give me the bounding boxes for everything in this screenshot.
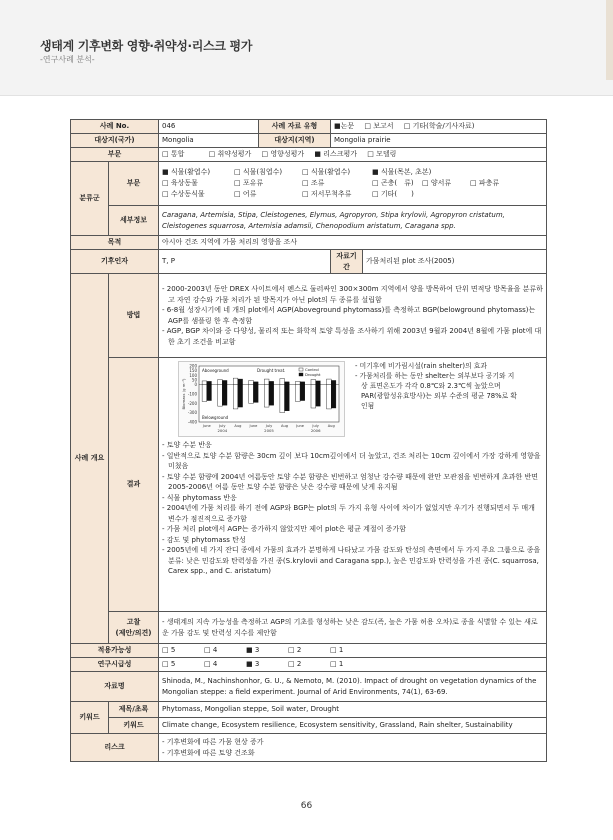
result-label: 결과: [109, 358, 159, 612]
period-value: 가뭄처리된 plot 조사(2005): [363, 250, 547, 274]
y-tick-label: 200: [189, 363, 198, 369]
case-type-label: 사례 자료 유형: [259, 120, 331, 134]
method-item: - 6-8월 성장시기에 네 개의 plot에서 AGP(Aboveground phytomass)를 측정하고 BGP(belowground phytomass)는 AGP를 샘플링 한 후 측정함: [162, 306, 536, 325]
part-option: □ 모델링: [367, 150, 397, 159]
legend-swatch: [299, 373, 303, 376]
bar-below-control: [202, 385, 207, 402]
result-item: - 토양 수분 반응: [162, 441, 212, 449]
risk-item: - 기후변화에 따른 토양 건조화: [162, 748, 255, 757]
bar-above-control: [264, 379, 269, 385]
class-option: □ 조류: [302, 179, 325, 187]
rating-option: □ 5: [162, 646, 176, 655]
keyword-value: Climate change, Ecosystem resilience, Ecosystem sensitivity, Grassland, Rain shelter, Sustainability: [159, 718, 547, 734]
bar-below-drought: [331, 385, 336, 408]
x-tick-label: July: [265, 424, 273, 428]
y-tick-label: 50: [191, 377, 198, 383]
bar-below-drought: [316, 385, 321, 406]
rating-option: □ 2: [288, 646, 302, 655]
options-row: [162, 178, 543, 189]
y-tick-label: -400: [187, 419, 198, 425]
rating-option: □ 1: [330, 660, 344, 669]
keyword-label: 키워드: [109, 718, 159, 734]
bar-above-control: [218, 380, 223, 385]
rating-option: □ 4: [204, 646, 218, 655]
part-option: ■ 리스크평가: [314, 150, 358, 159]
rating-option: □ 1: [330, 646, 344, 655]
result-item: - 감도 및 phytomass 탄성: [162, 535, 246, 544]
target-value: Mongolia: [159, 134, 259, 148]
class-option: □ 식물(침엽수): [234, 168, 283, 176]
bar-below-control: [233, 385, 238, 409]
part-option: □ 통합: [162, 150, 185, 159]
x-tick-label: July: [312, 424, 319, 428]
class-option: □ 수상동식물: [162, 190, 205, 198]
x-tick-label: Aug: [234, 424, 242, 428]
region-value: Mongolia prairie: [331, 134, 547, 148]
result-item: - 토양 수분 함량에 2004년 여름동안 토양 수분 함량은 빈번하고 엄청난 강수량 때문에 완만 모관점을 빈번하게 초과한 반면 2005-2006년 여름 동안 토양 수분 함량은 낮은 강수량 때문에 낮게 유지됨: [162, 472, 538, 491]
bar-below-control: [264, 385, 269, 407]
bar-above-control: [233, 378, 238, 385]
result-item: - 2005년에 네 가지 잔디 종에서 가뭄의 효과가 분명하게 나타났고 가뭄 감도와 탄성의 측면에서 두 가지 주요 그룹으로 종을 분류: 낮은 민감도와 탄력성을 가진 종(S.krylovii and Caragana spp.), 높은 민감도와 탄력성을 가진 종(C. squarrosa, Carex spp., and C. aristatum): [162, 546, 541, 575]
classification-options: [159, 162, 547, 206]
bar-above-drought: [253, 382, 258, 385]
part-option: □ 영향성평가: [261, 150, 305, 159]
bar-above-control: [249, 380, 254, 384]
y-tick-label: -100: [187, 391, 198, 397]
bar-above-drought: [269, 381, 274, 384]
type-option: ■논문: [334, 122, 355, 131]
detail-value: Caragana, Artemisia, Stipa, Cleistogenes, Elymus, Agropyron, Stipa krylovii, Agropyron cristatum, Cleistogenes squarrosa, Artemisia adamsii, Chenopodium aristatum, Caragana spp.: [159, 206, 547, 236]
bar-above-drought: [331, 380, 336, 384]
panel-label: Belowground: [202, 415, 229, 420]
rating-option: ■ 3: [246, 646, 260, 655]
applicability-options: [159, 644, 547, 658]
rating-option: □ 2: [288, 660, 302, 669]
type-option: □ 기타(학술/기사자료): [403, 122, 475, 131]
year-label: 2005: [264, 428, 274, 433]
panel-label: Aboveground: [202, 368, 229, 373]
y-tick-label: 0: [194, 382, 198, 388]
legend-label: Control: [305, 367, 319, 372]
class-option: ■ 식물(활엽수): [162, 168, 211, 176]
page-header: [0, 0, 613, 96]
title-abstract-value: Phytomass, Mongolian steppe, Soil water, Drought: [159, 702, 547, 718]
result-item: - 2004년에 가뭄 처리를 하기 전에 AGP와 BGP는 plot의 두 가지 유형 사이에 차이가 없었지만 우기가 진행되면서 두 매개 변수가 점진적으로 증가함: [162, 504, 535, 523]
bar-below-drought: [207, 385, 212, 401]
risk-item: - 기후변화에 따른 가뭄 현상 증가: [162, 738, 264, 746]
bar-below-control: [280, 385, 285, 413]
case-table: [70, 119, 547, 762]
classification-label: 분류군: [71, 162, 109, 236]
bar-above-control: [327, 379, 332, 385]
page-title: 생태계 기후변화 영향·취약성·리스크 평가: [40, 39, 253, 53]
bar-above-drought: [300, 382, 305, 385]
case-type-options: [331, 120, 547, 134]
bar-below-drought: [269, 385, 274, 406]
keyword-group-label: 키워드: [71, 702, 109, 734]
class-option: □ 식물(활엽수): [302, 168, 351, 176]
options-row: [162, 167, 543, 178]
part-options: [159, 148, 547, 162]
class-option: □ 파충류: [470, 179, 500, 187]
bar-above-drought: [316, 381, 321, 385]
case-overview-label: 사례 개요: [71, 274, 109, 644]
bar-below-drought: [222, 385, 227, 406]
x-tick-label: June: [202, 424, 211, 428]
y-tick-label: -200: [187, 400, 198, 406]
climate-label: 기후인자: [71, 250, 159, 274]
bar-below-drought: [285, 385, 290, 411]
urgency-options: [159, 658, 547, 672]
result-item: - 식물 phytomass 반응: [162, 493, 237, 502]
legend-title: Drought treat.: [257, 368, 286, 373]
side-tab: [606, 0, 613, 80]
y-tick-label: -300: [187, 410, 198, 416]
class-option: □ 양서류: [422, 179, 452, 187]
bar-below-control: [311, 385, 316, 408]
class-option: □ 기타( ): [372, 190, 414, 198]
bar-below-drought: [300, 385, 305, 401]
method-item: - AGP, BGP 차이와 중 다양성, 물리적 또는 화학적 토양 특성을 조사하기 위해 2003년 9월과 2004년 8월에 가뭄 plot에 대한 초기 조건을 비교함: [162, 327, 542, 346]
method-label: 방법: [109, 274, 159, 358]
purpose-label: 목적: [71, 236, 159, 250]
page-subtitle: -연구사례 분석-: [40, 55, 95, 64]
options-row: [162, 189, 543, 200]
legend-swatch: [299, 368, 303, 371]
class-option: □ 곤충( 류): [372, 179, 414, 187]
bar-below-control: [249, 385, 254, 404]
bar-below-drought: [238, 385, 243, 407]
case-no-label: 사례 No.: [71, 120, 159, 134]
urgency-label: 연구시급성: [71, 658, 159, 672]
bar-above-control: [311, 380, 316, 385]
x-tick-label: July: [219, 424, 226, 428]
type-option: □ 보고서: [364, 122, 394, 131]
biomass-chart: [178, 361, 345, 437]
rating-option: □ 5: [162, 660, 176, 669]
class-option: □ 어류: [234, 190, 257, 198]
year-label: 2006: [310, 428, 321, 433]
chart-note: - 가뭄처리를 하는 동안 shelter는 외부보다 공기와 지상 표면온도가 각각 0.8℃와 2.3℃씩 높았으며 PAR(광합성유효방사)는 외부 수준의 평균 78%로 확인됨: [355, 372, 517, 410]
bar-above-drought: [207, 381, 212, 384]
purpose-value: 아시아 건조 지역에 가뭄 처리의 영향을 조사: [159, 236, 547, 250]
part-option: □ 취약성평가: [208, 150, 252, 159]
climate-value: T, P: [159, 250, 331, 274]
y-tick-label: 150: [189, 368, 198, 374]
y-axis-label: Biomass (g m⁻²): [181, 378, 187, 410]
bar-above-drought: [222, 380, 227, 384]
title-abstract-label: 제목/초록: [109, 702, 159, 718]
classification-part-label: 부문: [109, 162, 159, 206]
x-tick-label: Aug: [281, 424, 289, 428]
bar-above-control: [280, 379, 285, 385]
target-label: 대상지(국가): [71, 134, 159, 148]
bar-above-control: [295, 381, 300, 384]
part-label: 부문: [71, 148, 159, 162]
method-value: [159, 274, 547, 358]
chart-notes: [355, 361, 520, 411]
reference-label: 자료명: [71, 672, 159, 702]
legend-label: Drought: [305, 372, 321, 377]
class-option: □ 육상동물: [162, 179, 198, 187]
class-option: ■ 식물(목본, 초본): [372, 168, 432, 176]
consider-value: - 생태계의 지속 가능성을 측정하고 AGP의 기초를 형성하는 낮은 감도(즉, 높은 가뭄 허용 오차)로 종을 식별할 수 있는 새로운 가뭄 감도 및 탄력성 지수를 제안함: [159, 612, 547, 644]
result-item: - 일반적으로 토양 수분 함량은 30cm 깊이 보다 10cm깊이에서 더 높았고, 건조 처리는 10cm 깊이에서 가장 강하게 영향을 미쳤음: [162, 451, 541, 470]
consider-label: 고찰 (제안/의견): [109, 612, 159, 644]
bar-above-drought: [285, 382, 290, 385]
reference-value: Shinoda, M., Nachinshonhor, G. U., & Nemoto, M. (2010). Impact of drought on vegetation dynamics of the Mongolian steppe: a field experiment. Journal of Arid Environments, 74(1), 63-69.: [159, 672, 547, 702]
chart-row: [162, 361, 543, 437]
bar-above-control: [202, 381, 207, 385]
x-tick-label: Aug: [327, 424, 335, 428]
risk-label: 리스크: [71, 734, 159, 762]
chart-note: - 미기후에 비가림시설(rain shelter)의 효과: [355, 362, 487, 370]
bar-below-control: [295, 385, 300, 402]
year-label: 2004: [217, 428, 228, 433]
result-item: - 가뭄 처리 plot에서 AGP는 증가하지 않았지만 제어 plot은 평균 계절이 증가함: [162, 525, 406, 533]
x-tick-label: June: [296, 424, 305, 428]
case-no-value: 046: [159, 120, 259, 134]
x-tick-label: June: [249, 424, 258, 428]
detail-label: 세부정보: [109, 206, 159, 236]
bar-above-drought: [238, 379, 243, 385]
applicability-label: 적용가능성: [71, 644, 159, 658]
rating-option: ■ 3: [246, 660, 260, 669]
class-option: □ 포유류: [234, 179, 264, 187]
bar-below-drought: [253, 385, 258, 403]
y-tick-label: 100: [189, 372, 198, 378]
period-label: 자료기간: [331, 250, 363, 274]
result-value: [159, 358, 547, 612]
bar-below-control: [327, 385, 332, 409]
page-number: 66: [300, 801, 313, 811]
method-item: - 2000-2003년 동안 DREX 사이트에서 펜스로 둘러싸인 300×300m 지역에서 양을 방목하여 단위 면적당 방목율을 분류하고 자연 강수와 가뭄 처리가 된 방목지가 아닌 plot의 두 종류를 설립함: [162, 285, 543, 304]
risk-value: [159, 734, 547, 762]
region-label: 대상지(지역): [259, 134, 331, 148]
rating-option: □ 4: [204, 660, 218, 669]
class-option: □ 저서무척추류: [302, 190, 352, 198]
bar-below-control: [218, 385, 223, 406]
